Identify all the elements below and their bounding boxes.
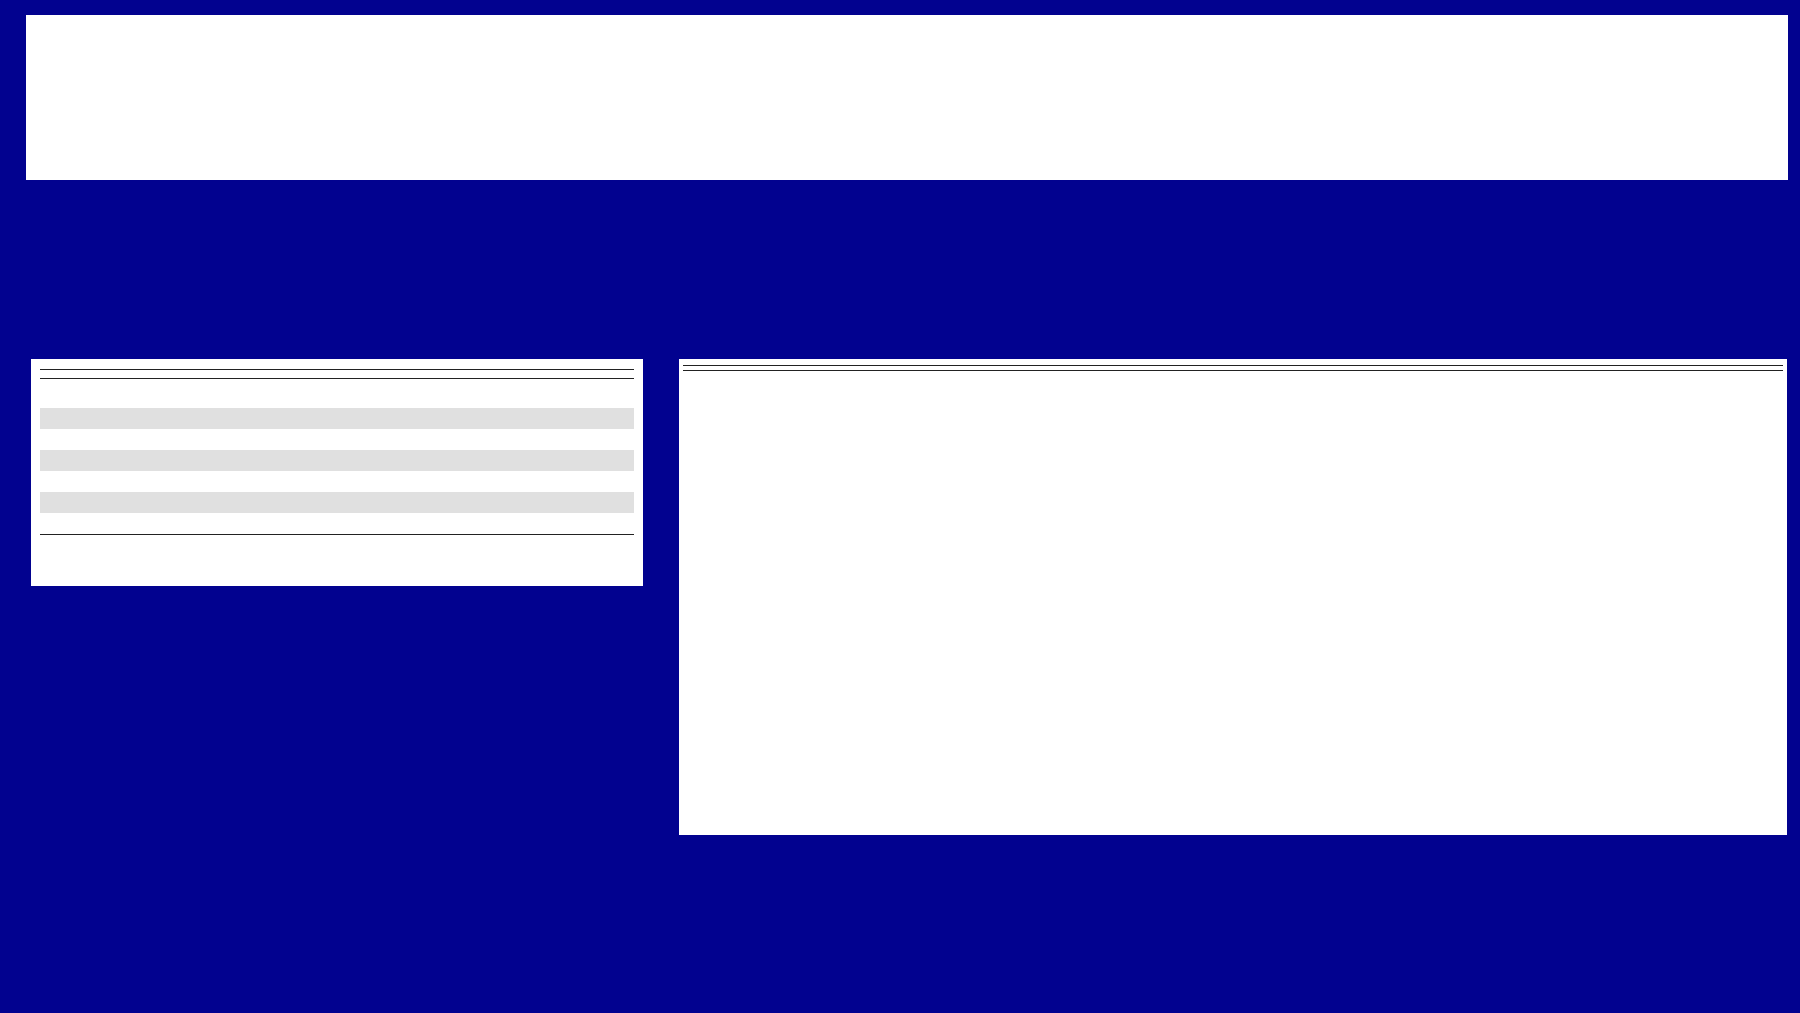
table-cell	[515, 408, 634, 429]
table-row	[40, 408, 634, 429]
table-cell	[349, 429, 515, 450]
table5-body	[683, 371, 1783, 372]
table-row	[683, 371, 1783, 372]
table-cell	[349, 450, 515, 471]
table-cell	[40, 513, 349, 535]
table-cell	[515, 513, 634, 535]
table5-panel	[679, 359, 1787, 835]
table-cell	[515, 429, 634, 450]
table-cell	[40, 492, 349, 513]
table-row	[40, 513, 634, 535]
table1	[40, 369, 634, 535]
table-cell	[40, 379, 349, 409]
table1-header	[515, 370, 634, 379]
table-cell	[40, 450, 349, 471]
table-cell	[349, 408, 515, 429]
table-cell	[40, 471, 349, 492]
table-cell	[40, 429, 349, 450]
table-row	[40, 492, 634, 513]
table-row	[40, 450, 634, 471]
table-cell	[40, 408, 349, 429]
table1-header	[40, 370, 349, 379]
table-cell	[515, 379, 634, 409]
table-cell	[349, 492, 515, 513]
section-label	[683, 371, 1783, 372]
table-row	[40, 429, 634, 450]
table1-header	[349, 370, 515, 379]
table5	[683, 365, 1783, 371]
table-cell	[349, 379, 515, 409]
table-cell	[349, 513, 515, 535]
table1-header-row	[40, 370, 634, 379]
table-row	[40, 471, 634, 492]
title-banner	[26, 15, 1788, 180]
table1-panel	[31, 359, 643, 586]
table-cell	[515, 492, 634, 513]
table-row	[40, 379, 634, 409]
table-cell	[515, 450, 634, 471]
table-cell	[349, 471, 515, 492]
table-cell	[515, 471, 634, 492]
